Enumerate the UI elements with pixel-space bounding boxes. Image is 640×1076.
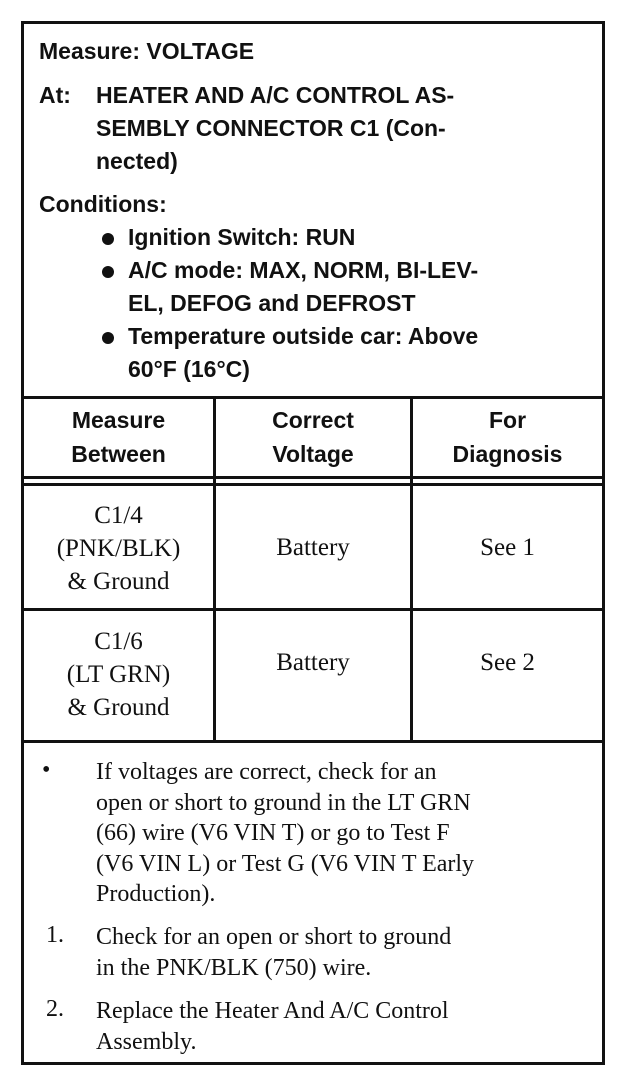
note-marker: 1. [46, 922, 64, 948]
at-line: HEATER AND A/C CONTROL AS- [96, 82, 455, 108]
column-header-for-diagnosis: For Diagnosis [452, 407, 563, 467]
note-marker: • [42, 757, 51, 783]
condition-line: 60°F (16°C) [128, 356, 250, 382]
measurement-header [24, 24, 602, 396]
at-line: nected) [96, 148, 178, 174]
condition-line: A/C mode: MAX, NORM, BI-LEV- [128, 257, 479, 283]
table-cell-voltage: Battery [276, 534, 350, 561]
divider [24, 476, 602, 479]
column-header-measure-between: Measure Between [71, 407, 166, 467]
at-label: At: [39, 82, 71, 108]
table-cell-between: C1/4 (PNK/BLK) & Ground [56, 502, 181, 595]
note-text: Check for an open or short to ground in the PNK/BLK (750) wire. [96, 924, 452, 981]
table-cell-diagnosis: See 1 [480, 534, 535, 561]
divider [24, 483, 602, 486]
condition-line: EL, DEFOG and DEFROST [128, 290, 416, 316]
bullet-icon [102, 233, 114, 245]
note-text: If voltages are correct, check for an open or short to ground in the LT GRN (66) wire (V6 VIN T) or go to Test F (V6 VIN L) or Test G (V6 VIN T Early Production). [96, 759, 475, 907]
at-line: SEMBLY CONNECTOR C1 (Con- [96, 115, 446, 141]
divider [24, 608, 602, 611]
table-cell-diagnosis: See 2 [480, 649, 535, 676]
bullet-icon [102, 266, 114, 278]
table-cell-between: C1/6 (LT GRN) & Ground [66, 628, 171, 721]
measure-title: Measure: VOLTAGE [39, 38, 255, 64]
condition-line: Temperature outside car: Above [128, 323, 479, 349]
condition-line: Ignition Switch: RUN [128, 224, 356, 250]
note-text: Replace the Heater And A/C Control Assembly. [96, 998, 449, 1055]
column-header-correct-voltage: Correct Voltage [272, 407, 354, 467]
divider [24, 740, 602, 743]
diagnostic-chart [21, 21, 605, 1065]
table-cell-voltage: Battery [276, 649, 350, 676]
divider [24, 396, 602, 399]
note-marker: 2. [46, 996, 64, 1022]
bullet-icon [102, 332, 114, 344]
conditions-label: Conditions: [39, 191, 167, 217]
